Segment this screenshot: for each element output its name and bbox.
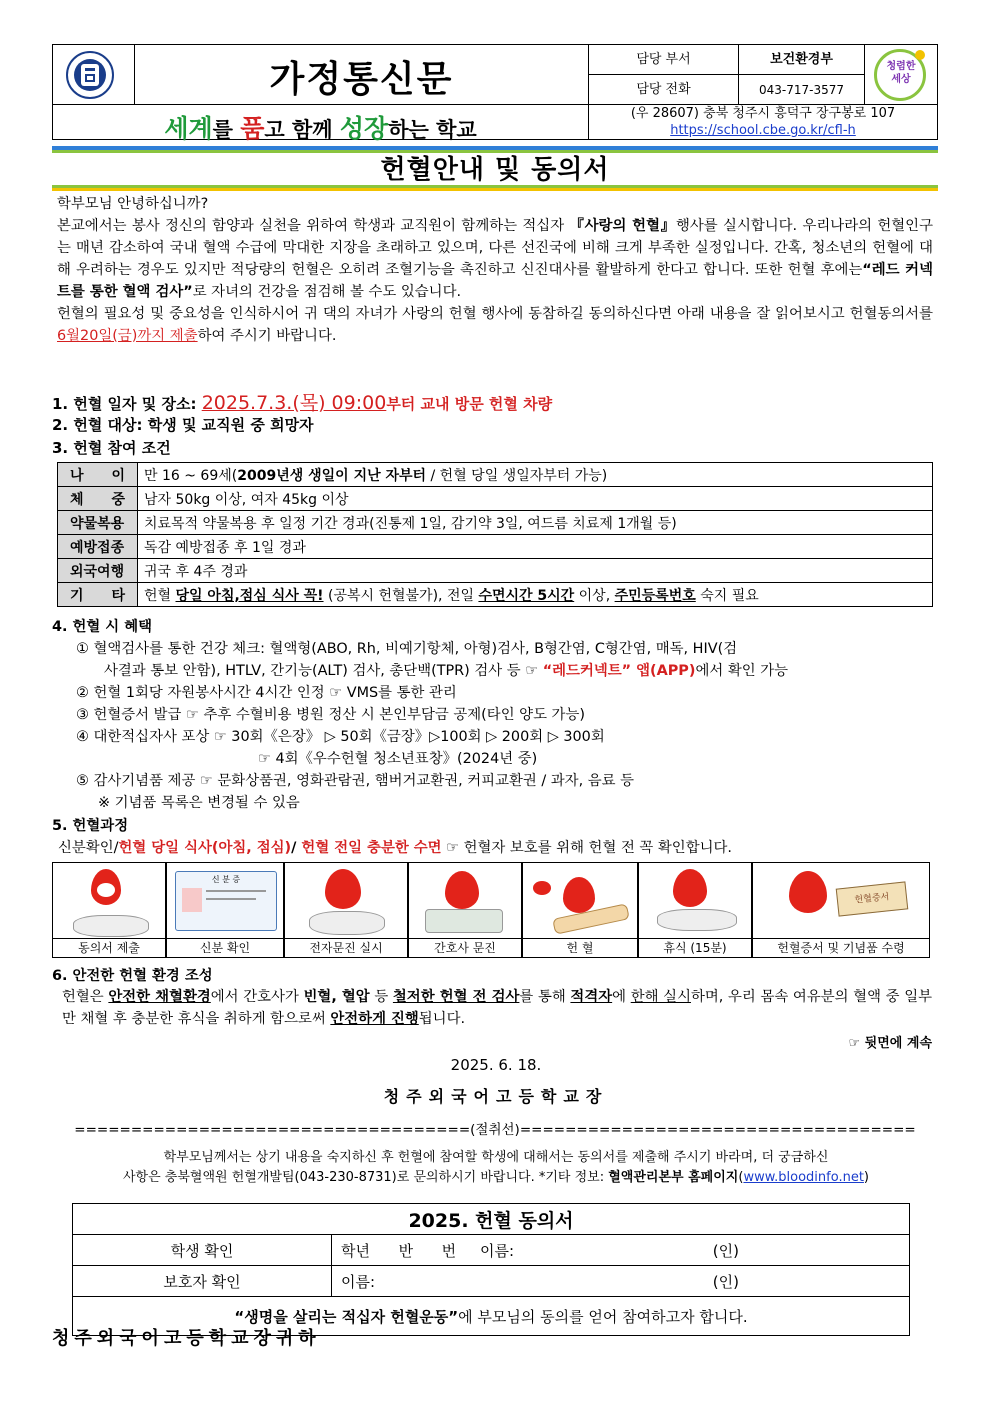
- table-row: [58, 583, 933, 607]
- table-row: [58, 487, 933, 511]
- dept-label: 담당 부서: [589, 45, 739, 75]
- consent-title: 2025. 헌혈 동의서: [73, 1204, 910, 1235]
- document-title: 헌혈안내 및 동의서: [380, 155, 610, 185]
- section-4: [52, 616, 938, 814]
- phone-label: 담당 전화: [589, 75, 739, 105]
- dept-value: 보건환경부: [739, 45, 865, 75]
- step-caption: 전자문진 실시: [285, 938, 407, 957]
- principal-name: 청주외국어고등학교장: [383, 1087, 609, 1106]
- title-cell: [135, 45, 589, 105]
- step-caption: 헌 혈: [523, 938, 637, 957]
- row-value: 귀국 후 4주 경과: [138, 559, 933, 583]
- row-header: 예방접종: [58, 535, 138, 559]
- benefit-item: ④ 대한적십자사 포상 ☞ 30회《은장》 ▷ 50회《금장》▷100회 ▷ 200회 ▷ 300회: [76, 729, 605, 745]
- intro-section: [57, 193, 933, 347]
- blood-drop-mascot-icon: [563, 877, 595, 913]
- slogan-cell: [53, 105, 589, 143]
- benefit-item: ① 혈액검사를 통한 건강 체크: 혈액형(ABO, Rh, 비예기항체, 아형)검사, B형간염, C형간염, 매독, HIV(검: [76, 641, 738, 657]
- phone-value: 043-717-3577: [739, 75, 865, 105]
- school-address: (우 28607) 충북 청주시 흥덕구 장구봉로 107: [630, 106, 896, 121]
- section-5-text: 신분확인/헌혈 당일 식사(아침, 점심)/ 헌혈 전일 충분한 수면 ☞ 헌혈자 보호를 위해 헌혈 전 꼭 확인합니다.: [58, 840, 732, 856]
- section-6-text: 헌혈은 안전한 채혈환경에서 간호사가 빈혈, 혈압 등 철저한 헌혈 전 검사를 통해 적격자에 한해 실시하며, 우리 몸속 여유분의 혈액 중 일부만 채혈 후 충분한 휴식을 취하게 함으로써 안전하게 진행됩니다.: [62, 989, 932, 1027]
- step-caption: 신분 확인: [167, 938, 283, 957]
- intro-paragraph-1: 본교에서는 봉사 정신의 함양과 실천을 위하여 학생과 교직원이 함께하는 적십자 『사랑의 헌혈』행사를 실시합니다. 우리나라의 헌혈인구는 매년 감소하여 국내 혈액 수급에 막대한 지장을 초래하고 있으며, 다른 선진국에 비해 크게 부족한 실정입니다. 간혹, 청소년의 헌혈에 대해 우려하는 경우도 있지만 적당량의 헌혈은 오히려 조혈기능을 촉진하고 신진대사를 활발하게 한다고 합니다. 또한 헌혈 후에는“레드 커넥트를 통한 혈액 검사”로 자녀의 건강을 점검해 볼 수도 있습니다.: [57, 218, 933, 300]
- issue-date: 2025. 6. 18.: [450, 1056, 542, 1074]
- header-box: [52, 44, 938, 143]
- process-step: [52, 862, 166, 958]
- closing-addressee: 청주외국어고등학교장귀하: [52, 1328, 321, 1349]
- benefit-note: ※ 기념품 목록은 변경될 수 있음: [98, 795, 300, 811]
- cut-line: ===================================(절취선)===================================: [74, 1122, 916, 1138]
- benefit-item: ⑤ 감사기념품 제공 ☞ 문화상품권, 영화관람권, 햄버거교환권, 커피교환권 / 과자, 음료 등: [76, 773, 635, 789]
- blood-drop-mascot-icon: [789, 871, 827, 913]
- greeting: 학부모님 안녕하십니까?: [57, 196, 209, 212]
- integrity-logo-cell: [865, 45, 937, 105]
- row-header: 기 타: [58, 583, 138, 607]
- section-3-heading: 3. 헌혈 참여 조건: [52, 439, 171, 457]
- bloodinfo-link[interactable]: www.bloodinfo.net: [743, 1170, 864, 1185]
- integrity-logo-icon: 청렴한 세상: [874, 49, 926, 101]
- row-value: 독감 예방접종 후 1일 경과: [138, 535, 933, 559]
- school-slogan: 세계를 품고 함께 성장하는 학교: [164, 114, 477, 143]
- table-row: [58, 559, 933, 583]
- blood-drop-mascot-icon: [673, 869, 707, 907]
- row-value: 남자 50kg 이상, 여자 45kg 이상: [138, 487, 933, 511]
- page-title: 가정통신문: [269, 59, 454, 100]
- blood-bag-icon: [533, 881, 551, 895]
- row-header: 나 이: [58, 463, 138, 487]
- step-caption: 휴식 (15분): [639, 938, 751, 957]
- step-caption: 간호사 문진: [409, 938, 521, 957]
- row-value: 헌혈 당일 아침,점심 식사 꼭! (공복시 헌혈불가), 전일 수면시간 5시간 이상, 주민등록번호 숙지 필요: [138, 583, 933, 607]
- table-row: [58, 463, 933, 487]
- process-step: [284, 862, 408, 958]
- section-5-heading: 5. 헌혈과정: [52, 818, 129, 834]
- student-fields[interactable]: 학년 반 번 이름: (인): [332, 1235, 910, 1266]
- parent-label: 보호자 확인: [73, 1266, 332, 1297]
- benefit-item: ② 헌혈 1회당 자원봉사시간 4시간 인정 ☞ VMS를 통한 관리: [76, 685, 457, 701]
- intro-paragraph-2: 헌혈의 필요성 및 중요성을 인식하시어 귀 댁의 자녀가 사랑의 헌혈 행사에 동참하길 동의하신다면 아래 내용을 잘 읽어보시고 헌혈동의서를 6월20일(금)까지 제출하여 주시기 바랍니다.: [57, 306, 933, 344]
- blood-drop-mascot-icon: [325, 869, 361, 909]
- school-emblem-icon: [66, 51, 114, 99]
- step-caption: 헌혈증서 및 기념품 수령: [753, 938, 929, 957]
- blood-drop-mascot-icon: [83, 869, 129, 919]
- table-row: [58, 535, 933, 559]
- school-url-link[interactable]: https://school.cbe.go.kr/cfl-h: [670, 123, 856, 138]
- parent-fields[interactable]: 이름: (인): [332, 1266, 910, 1297]
- blood-drop-mascot-icon: [445, 871, 479, 909]
- section-6-heading: 6. 안전한 헌혈 환경 조성: [52, 968, 213, 984]
- row-header: 외국여행: [58, 559, 138, 583]
- id-card-icon: 신 분 증: [175, 871, 277, 931]
- process-step: [408, 862, 522, 958]
- benefit-item: ☞ 4회《우수헌혈 청소년표창》(2024년 중): [258, 751, 538, 767]
- blood-donation-certificate-icon: 헌혈증서: [836, 881, 909, 916]
- student-label: 학생 확인: [73, 1235, 332, 1266]
- benefit-item: ③ 헌혈증서 발급 ☞ 추후 수혈비용 병원 정산 시 본인부담금 공제(타인 양도 가능): [76, 707, 585, 723]
- section-4-heading: 4. 헌혈 시 혜택: [52, 619, 153, 635]
- notice-text: 학부모님께서는 상기 내용을 숙지하신 후 헌혈에 참여할 학생에 대해서는 동의서를 제출해 주시기 바라며, 더 궁금하신 사항은 충북혈액원 헌혈개발팀(043-230-8731)로 문의하시기 바랍니다. *기타 정보: 혈액관리본부 홈페이지(www.bloodinfo.net): [123, 1150, 869, 1185]
- step-caption: 동의서 제출: [53, 938, 165, 957]
- row-value: 치료목적 약물복용 후 일정 기간 경과(진통제 1일, 감기약 3일, 여드름 치료제 1개월 등): [138, 511, 933, 535]
- event-datetime: 2025.7.3.(목) 09:00: [201, 392, 387, 414]
- section-2: 2. 헌혈 대상: 학생 및 교직원 중 희망자: [52, 416, 314, 434]
- consent-statement: “생명을 살리는 적십자 헌혈운동”에 부모님의 동의를 얻어 참여하고자 합니다.: [73, 1297, 910, 1336]
- row-header: 체 중: [58, 487, 138, 511]
- row-header: 약물복용: [58, 511, 138, 535]
- process-step: [752, 862, 930, 958]
- section-1: 1. 헌혈 일자 및 장소: 2025.7.3.(목) 09:00부터 교내 방문 헌혈 차량: [52, 392, 553, 414]
- row-value: 만 16 ~ 69세(2009년생 생일이 지난 자부터 / 헌혈 당일 생일자부터 가능): [138, 463, 933, 487]
- school-logo-cell: [53, 45, 135, 105]
- divider-bar: [52, 188, 938, 191]
- process-step: [166, 862, 284, 958]
- consent-form: [72, 1203, 910, 1336]
- process-step: [522, 862, 638, 958]
- conditions-table: [57, 462, 933, 607]
- table-row: [58, 511, 933, 535]
- process-step: [638, 862, 752, 958]
- benefit-item: 사결과 통보 안함), HTLV, 간기능(ALT) 검사, 총단백(TPR) 검사 등 ☞ “레드커넥트” 앱(APP)에서 확인 가능: [104, 663, 788, 679]
- divider-bar: [52, 150, 938, 153]
- address-cell: [589, 105, 937, 139]
- continued-note: ☞ 뒷면에 계속: [848, 1036, 932, 1051]
- doc-title-bar: [52, 155, 938, 185]
